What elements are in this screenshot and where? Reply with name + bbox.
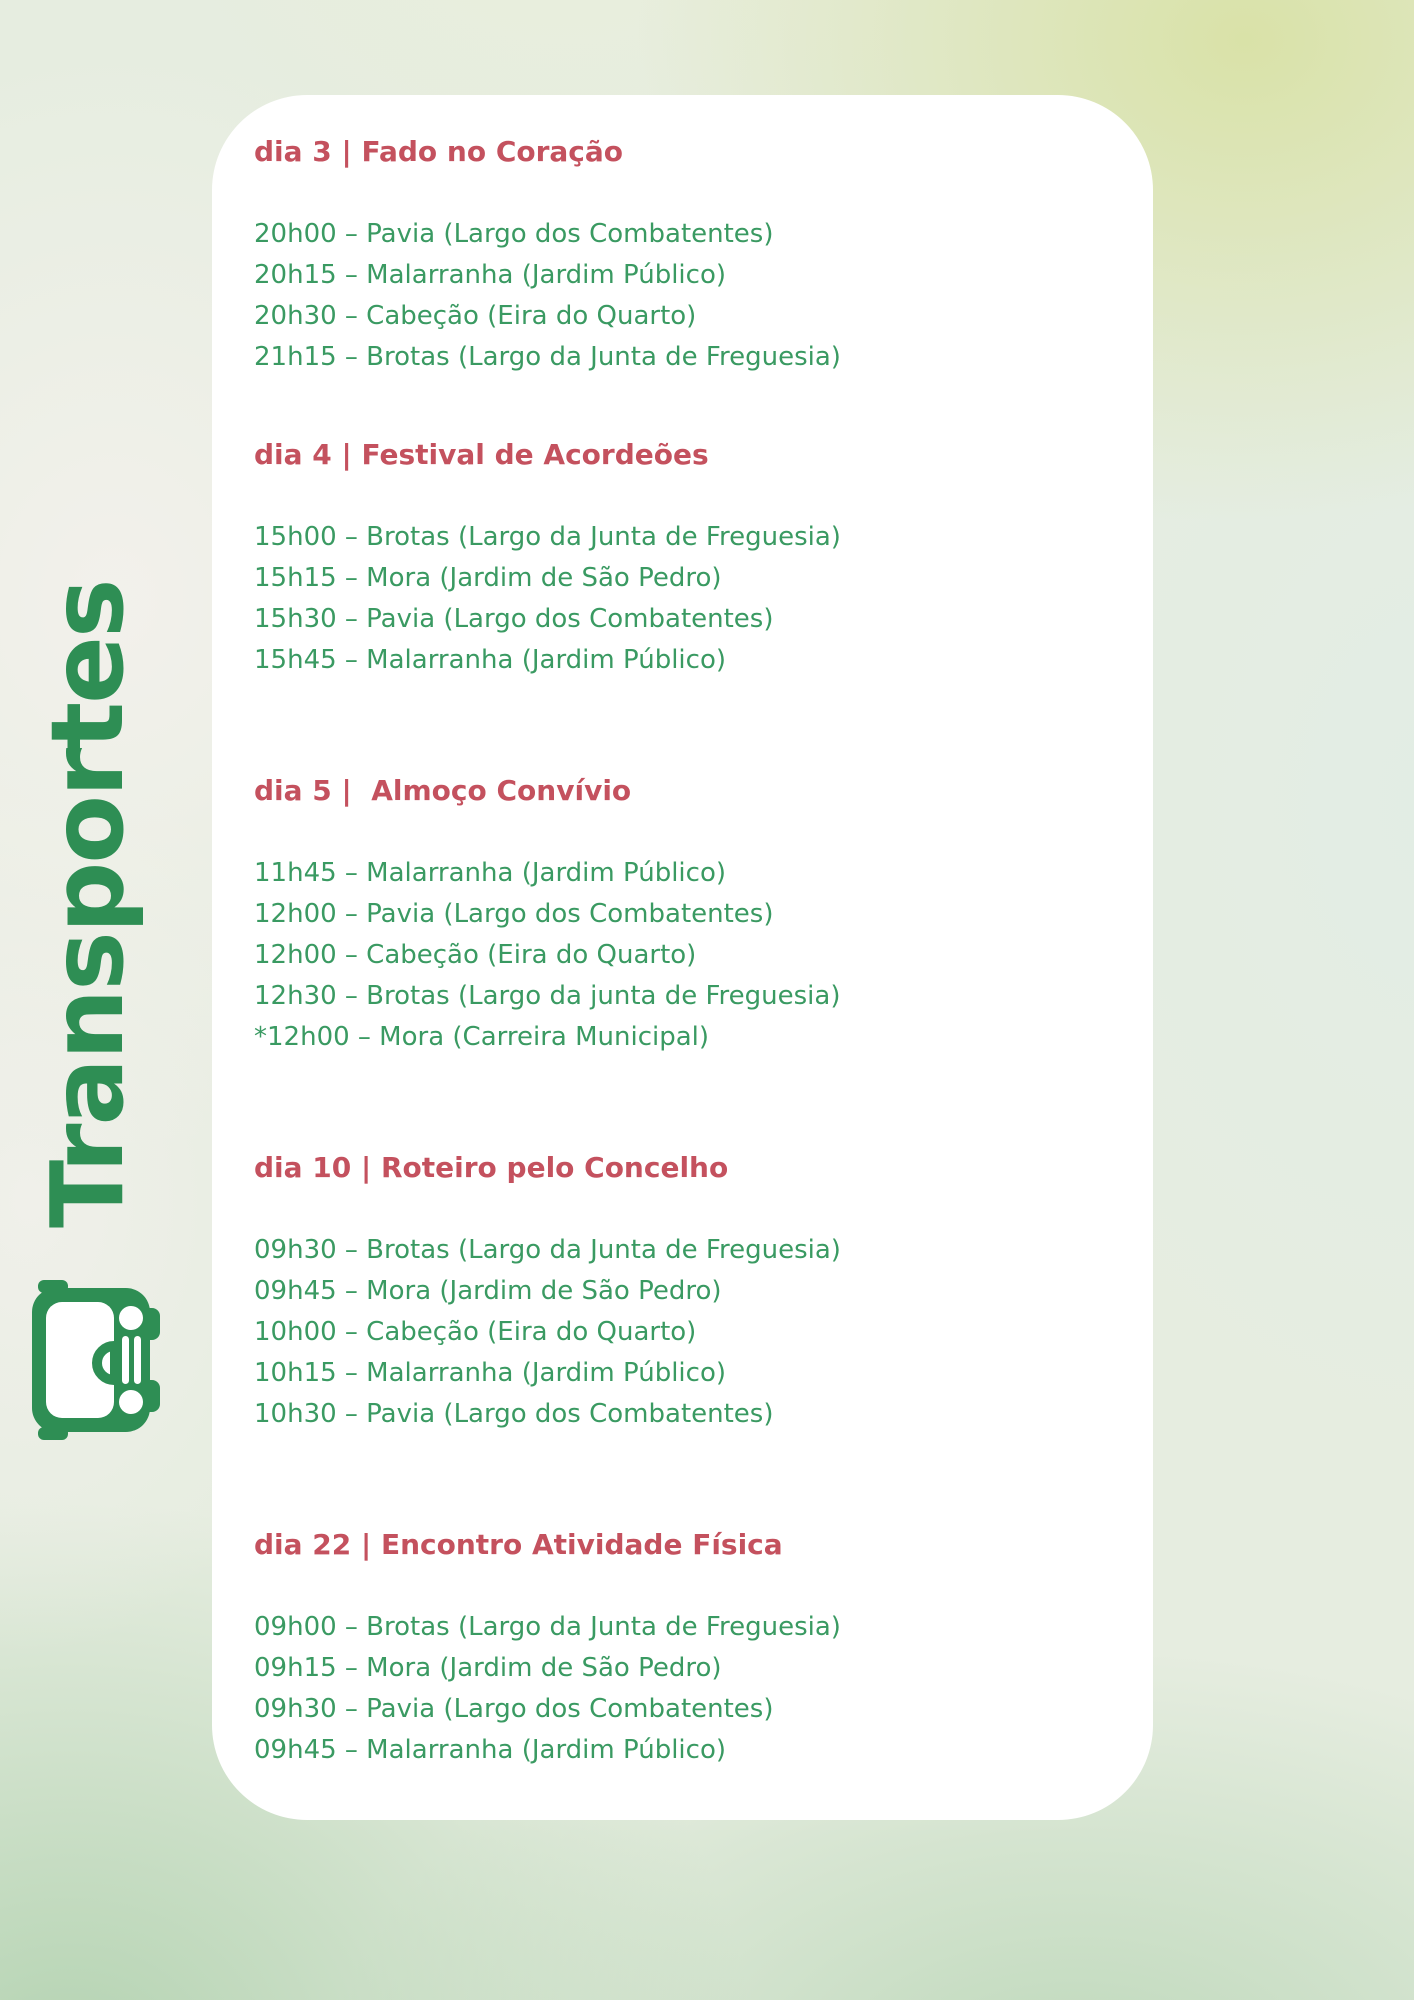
schedule-line: 10h00 – Cabeção (Eira do Quarto) (254, 1317, 697, 1347)
schedule-section (254, 438, 1117, 681)
schedule-section (254, 1528, 1117, 1771)
bus-icon (24, 1280, 164, 1440)
schedule-line: 15h30 – Pavia (Largo dos Combatentes) (254, 604, 774, 634)
schedule-line: 11h45 – Malarranha (Jardim Público) (254, 858, 726, 888)
schedule-line: 09h15 – Mora (Jardim de São Pedro) (254, 1653, 722, 1683)
schedule-line: 09h30 – Brotas (Largo da Junta de Freguesia) (254, 1235, 841, 1265)
schedule-section (254, 774, 1117, 1058)
section-heading: dia 3 | Fado no Coração (254, 135, 624, 168)
schedule-line: 09h30 – Pavia (Largo dos Combatentes) (254, 1694, 774, 1724)
schedule-line: 09h45 – Malarranha (Jardim Público) (254, 1735, 726, 1765)
schedule-line: 20h00 – Pavia (Largo dos Combatentes) (254, 219, 774, 249)
section-heading: dia 5 | Almoço Convívio (254, 774, 632, 807)
schedule-line: 12h00 – Pavia (Largo dos Combatentes) (254, 899, 774, 929)
schedule-line: 21h15 – Brotas (Largo da Junta de Freguesia) (254, 342, 841, 372)
section-lines (254, 517, 1117, 681)
schedule-section (254, 1151, 1117, 1435)
schedule-card (212, 95, 1153, 1820)
section-heading: dia 4 | Festival de Acordeões (254, 438, 709, 471)
schedule-line: *12h00 – Mora (Carreira Municipal) (254, 1022, 710, 1052)
section-lines (254, 1607, 1117, 1771)
page-title: Transportes (29, 580, 146, 1228)
schedule-line: 15h15 – Mora (Jardim de São Pedro) (254, 563, 722, 593)
schedule-line: 20h15 – Malarranha (Jardim Público) (254, 260, 726, 290)
schedule-line: 15h45 – Malarranha (Jardim Público) (254, 645, 726, 675)
section-heading: dia 22 | Encontro Atividade Física (254, 1528, 783, 1561)
schedule-line: 09h00 – Brotas (Largo da Junta de Freguesia) (254, 1612, 841, 1642)
schedule-section (254, 135, 1117, 378)
section-lines (254, 853, 1117, 1058)
section-lines (254, 214, 1117, 378)
schedule-line: 09h45 – Mora (Jardim de São Pedro) (254, 1276, 722, 1306)
schedule-line: 20h30 – Cabeção (Eira do Quarto) (254, 301, 697, 331)
section-lines (254, 1230, 1117, 1435)
schedule-line: 15h00 – Brotas (Largo da Junta de Freguesia) (254, 522, 841, 552)
schedule-line: 10h15 – Malarranha (Jardim Público) (254, 1358, 726, 1388)
schedule-line: 10h30 – Pavia (Largo dos Combatentes) (254, 1399, 774, 1429)
schedule-line: 12h30 – Brotas (Largo da junta de Freguesia) (254, 981, 841, 1011)
schedule-line: 12h00 – Cabeção (Eira do Quarto) (254, 940, 697, 970)
section-heading: dia 10 | Roteiro pelo Concelho (254, 1151, 729, 1184)
